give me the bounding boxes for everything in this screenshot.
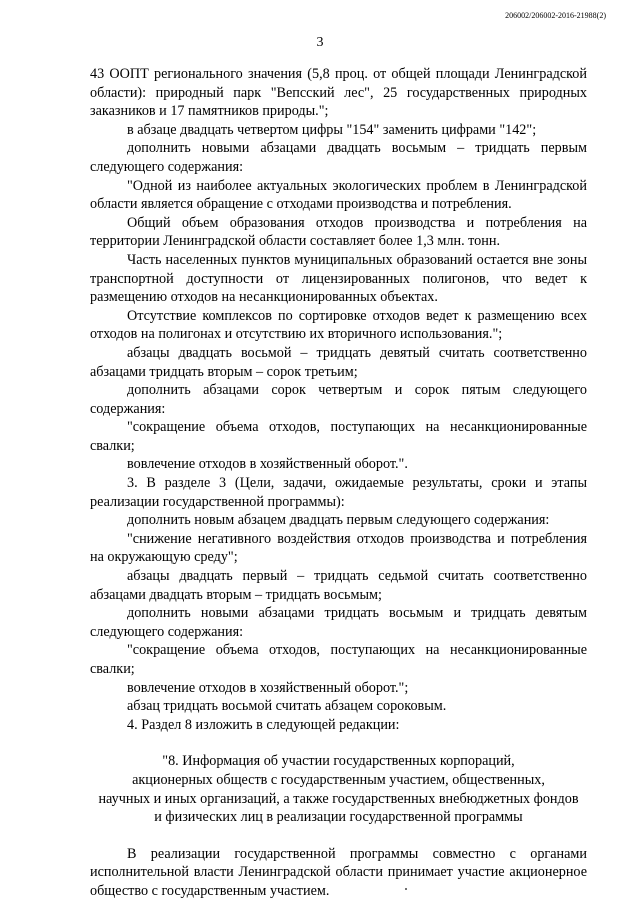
paragraph: "снижение негативного воздействия отходов производства и потребления на окружающую среду"; xyxy=(90,530,587,566)
paragraph: "Одной из наиболее актуальных экологических проблем в Ленинградской области является обращение с отходами производства и потребления. xyxy=(90,177,587,213)
document-id: 206002/206002-2016-21988(2) xyxy=(505,11,606,20)
paragraph: "сокращение объема отходов, поступающих на несанкционированные свалки; xyxy=(90,419,587,454)
paragraph: 4. Раздел 8 изложить в следующей редакции: xyxy=(127,716,400,733)
heading-line: акционерных обществ с государственным участием, общественных, xyxy=(132,771,545,788)
document-body xyxy=(90,65,587,901)
page-number: 3 xyxy=(316,35,324,50)
heading-line: "8. Информация об участии государственных корпораций, xyxy=(162,753,515,770)
paragraph: дополнить новыми абзацами двадцать восьмым – тридцать первым следующего содержания: xyxy=(90,140,587,175)
paragraph: Общий объем образования отходов производства и потребления на территории Ленинградской области составляет более 1,3 млн. тонн. xyxy=(90,214,587,250)
paragraph: вовлечение отходов в хозяйственный оборот."; xyxy=(127,679,409,696)
heading-line: научных и иных организаций, а также государственных внебюджетных фондов xyxy=(98,790,579,807)
section-heading xyxy=(90,752,587,826)
heading-line: и физических лиц в реализации государственной программы xyxy=(154,809,523,826)
paragraph: Часть населенных пунктов муниципальных образований остается вне зоны транспортной доступности от лицензированных полигонов, что ведет к размещению отходов на несанкционированных объектах. xyxy=(90,251,587,306)
paragraph: в абзаце двадцать четвертом цифры "154" заменить цифрами "142"; xyxy=(127,121,537,138)
paragraph: 43 ООПТ регионального значения (5,8 проц. от общей площади Ленинградской области): природный парк "Вепсский лес", 25 государственных природных заказников и 17 памятников природы."; xyxy=(90,66,587,120)
scan-speck xyxy=(405,888,407,890)
paragraph: "сокращение объема отходов, поступающих на несанкционированные свалки; xyxy=(90,642,587,677)
paragraph: абзацы двадцать первый – тридцать седьмой считать соответственно абзацами двадцать вторым – тридцать восьмым; xyxy=(90,568,587,603)
paragraph: вовлечение отходов в хозяйственный оборот.". xyxy=(127,456,408,473)
paragraph: дополнить новым абзацем двадцать первым следующего содержания: xyxy=(127,512,550,529)
paragraph: 3. В разделе 3 (Цели, задачи, ожидаемые результаты, сроки и этапы реализации государственной программы): xyxy=(90,475,587,510)
paragraph: В реализации государственной программы совместно с органами исполнительной власти Ленинградской области принимает участие акционерное общество с государственным участием. xyxy=(90,845,587,899)
paragraph: Отсутствие комплексов по сортировке отходов ведет к размещению всех отходов на полигонах и отсутствию их вторичного использования."; xyxy=(90,307,587,343)
paragraph: абзац тридцать восьмой считать абзацем сороковым. xyxy=(127,698,447,715)
paragraph: дополнить абзацами сорок четвертым и сорок пятым следующего содержания: xyxy=(90,382,587,417)
paragraph: абзацы двадцать восьмой – тридцать девятый считать соответственно абзацами тридцать вторым – сорок третьим; xyxy=(90,344,587,380)
paragraph: дополнить новыми абзацами тридцать восьмым и тридцать девятым следующего содержания: xyxy=(90,605,587,640)
